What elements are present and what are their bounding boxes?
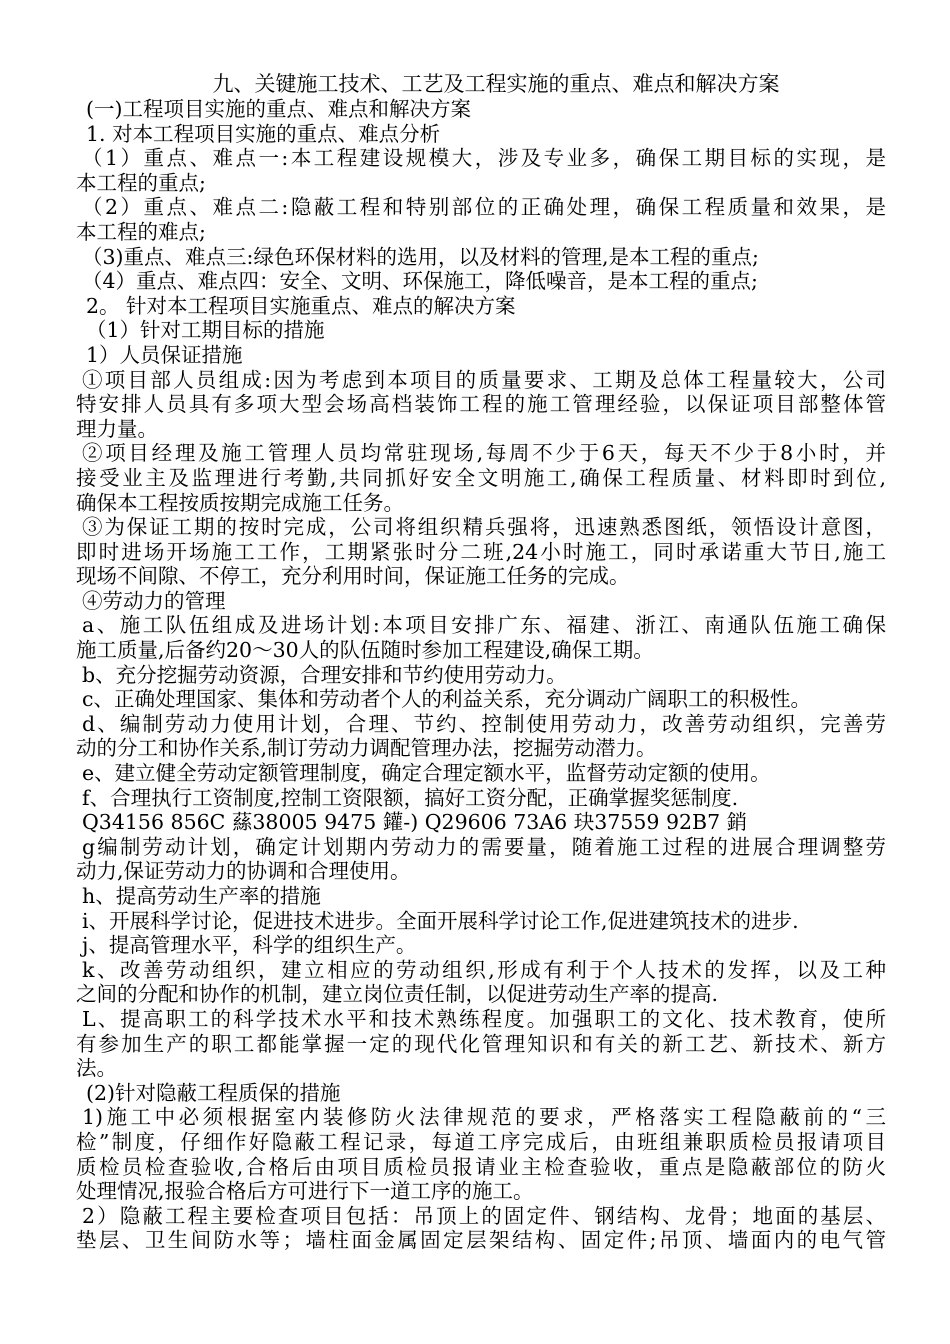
text-line: 2）隐蔽工程主要检查项目包括：吊顶上的固定件、钢结构、龙骨；地面的基层、 (82, 1203, 886, 1228)
document-body (76, 97, 886, 1253)
text-line: 之间的分配和协作的机制，建立岗位责任制，以促进劳动生产率的提高. (76, 982, 719, 1007)
text-line: 1）人员保证措施 (86, 342, 243, 367)
text-line: 动的分工和协作关系,制订劳动力调配管理办法，挖掘劳动潜力。 (76, 736, 657, 761)
text-line: j、提高管理水平，科学的组织生产。 (82, 933, 417, 958)
text-line: （4）重点、难点四：安全、文明、环保施工，降低噪音，是本工程的重点; (82, 269, 758, 294)
text-line: 质检员检查验收,合格后由项目质检员报请业主检查验收，重点是隐蔽部位的防火 (76, 1154, 886, 1179)
text-line: (2)针对隐蔽工程质保的措施 (86, 1080, 341, 1105)
text-line: k、改善劳动组织，建立相应的劳动组织,形成有利于个人技术的发挥，以及工种 (82, 957, 886, 982)
text-line: 垫层、卫生间防水等；墙柱面金属固定层架结构、固定件;吊顶、墙面内的电气管 (76, 1228, 886, 1253)
text-line: （1）针对工期目标的措施 (86, 318, 325, 343)
text-line: ③为保证工期的按时完成，公司将组织精兵强将，迅速熟悉图纸，领悟设计意图， (82, 515, 886, 540)
text-line: （1）重点、难点一:本工程建设规模大，涉及专业多，确保工期目标的实现，是 (82, 146, 886, 171)
text-line: a、施工队伍组成及进场计划:本项目安排广东、福建、浙江、南通队伍施工确保 (82, 613, 886, 638)
text-line: 施工质量,后备约20～30人的队伍随时参加工程建设,确保工期。 (76, 638, 654, 663)
text-line: ①项目部人员组成:因为考虑到本项目的质量要求、工期及总体工程量较大，公司 (82, 367, 886, 392)
text-line: （3)重点、难点三:绿色环保材料的选用，以及材料的管理,是本工程的重点; (82, 244, 759, 269)
text-line: g编制劳动计划，确定计划期内劳动力的需要量，随着施工过程的进展合理调整劳 (82, 834, 886, 859)
text-line: Q34156 856C 蕬38005 9475 鑵-) Q29606 73A6 玦37559 92B7 銷 (82, 810, 748, 835)
text-line: L、提高职工的科学技术水平和技术熟练程度。加强职工的文化、技术教育，使所 (82, 1006, 886, 1031)
text-line: 2。 针对本工程项目实施重点、难点的解决方案 (86, 293, 516, 318)
text-line: 法。 (76, 1056, 117, 1081)
text-line: ④劳动力的管理 (82, 588, 226, 613)
text-line: 特安排人员具有多项大型会场高档装饰工程的施工管理经验，以保证项目部整体管 (76, 392, 886, 417)
text-line: h、提高劳动生产率的措施 (82, 884, 321, 908)
text-line: b、充分挖掘劳动资源，合理安排和节约使用劳动力。 (82, 662, 567, 687)
text-line: 动力,保证劳动力的协调和合理使用。 (76, 859, 411, 884)
text-line: 即时进场开场施工工作，工期紧张时分二班,24小时施工，同时承诺重大节日,施工 (76, 539, 886, 564)
text-line: d、编制劳动力使用计划，合理、节约、控制使用劳动力，改善劳动组织，完善劳 (82, 711, 886, 736)
text-line: 接受业主及监理进行考勤,共同抓好安全文明施工,确保工程质量、材料即时到位, (76, 465, 886, 490)
text-line: （2）重点、难点二:隐蔽工程和特别部位的正确处理，确保工程质量和效果，是 (82, 195, 886, 220)
text-line: ②项目经理及施工管理人员均常驻现场,每周不少于6天，每天不少于8小时，并 (82, 441, 886, 466)
document-title: 九、关键施工技术、工艺及工程实施的重点、难点和解决方案 (212, 72, 780, 96)
text-line: i、开展科学讨论，促进技术进步。全面开展科学讨论工作,促进建筑技术的进步. (82, 908, 799, 933)
text-line: f、合理执行工资制度,控制工资限额，搞好工资分配，正确掌握奖惩制度. (82, 785, 739, 810)
text-line: 1)施工中必须根据室内装修防火法律规范的要求，严格落实工程隐蔽前的“三 (82, 1105, 886, 1130)
text-line: 处理情况,报验合格后方可进行下一道工序的施工。 (76, 1179, 534, 1204)
text-line: 现场不间隙、不停工，充分利用时间，保证施工任务的完成。 (76, 564, 630, 589)
text-line: 本工程的重点; (76, 170, 206, 195)
text-line: 本工程的难点; (76, 219, 206, 244)
text-line: 有参加生产的职工都能掌握一定的现代化管理知识和有关的新工艺、新技术、新方 (76, 1031, 886, 1056)
text-line: 理力量。 (76, 416, 158, 441)
text-line: 确保本工程按质按期完成施工任务。 (76, 490, 404, 515)
text-line: e、建立健全劳动定额管理制度，确定合理定额水平，监督劳动定额的使用。 (82, 761, 771, 786)
document-page (76, 72, 886, 1253)
text-line: c、正确处理国家、集体和劳动者个人的利益关系，充分调动广阔职工的积极性。 (82, 687, 811, 712)
text-line: (一)工程项目实施的重点、难点和解决方案 (86, 97, 471, 121)
text-line: 检”制度，仔细作好隐蔽工程记录，每道工序完成后，由班组兼职质检员报请项目 (76, 1129, 886, 1154)
text-line: 1. 对本工程项目实施的重点、难点分析 (86, 121, 441, 146)
